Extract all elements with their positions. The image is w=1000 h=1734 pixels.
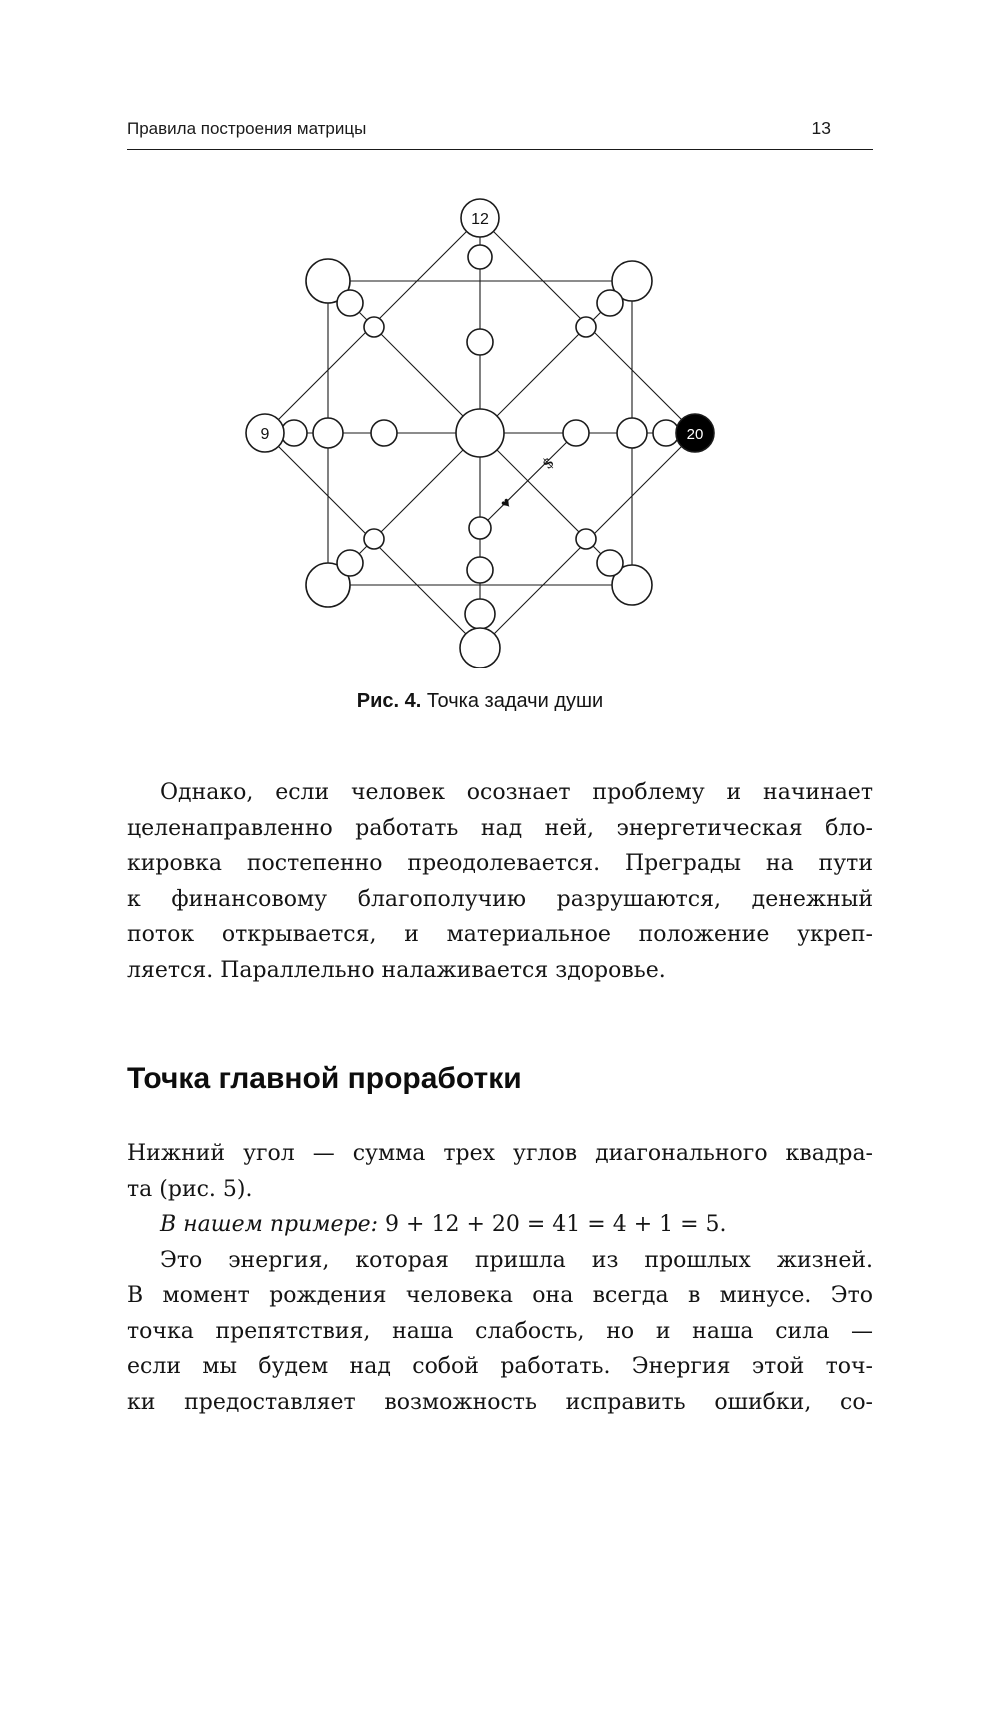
top-point-label: 12 xyxy=(471,211,489,228)
matrix-circle xyxy=(576,317,596,337)
section-heading: Точка главной проработки xyxy=(127,1062,522,1095)
matrix-circle xyxy=(469,517,491,539)
example-formula: 9 + 12 + 20 = 41 = 4 + 1 = 5. xyxy=(378,1212,727,1237)
text-line: целенаправленно работать над ней, энергетическая бло- xyxy=(127,815,873,841)
paragraph-4 xyxy=(127,1243,873,1421)
text-line: та (рис. 5). xyxy=(127,1176,253,1202)
right-point-label: 20 xyxy=(686,426,704,443)
left-point-label: 9 xyxy=(260,426,270,443)
text-line: точка препятствия, наша слабость, но и наша сила — xyxy=(127,1318,873,1344)
matrix-circle xyxy=(313,418,343,448)
text-line: В момент рождения человека она всегда в минусе. Это xyxy=(127,1283,873,1308)
book-page xyxy=(0,118,1000,1420)
matrix-circle xyxy=(371,420,397,446)
figure-caption-number: Рис. 4. xyxy=(356,690,422,712)
matrix-circle xyxy=(467,329,493,355)
matrix-circle xyxy=(465,599,495,629)
paragraph-3 xyxy=(127,1207,873,1243)
page-number: 13 xyxy=(811,118,831,138)
text-line: к финансовому благополучию разрушаются, денежный xyxy=(127,886,873,912)
figure xyxy=(245,198,715,713)
bottom-point-circle xyxy=(460,628,500,668)
figure-caption xyxy=(245,690,715,713)
figure-caption-text: Точка задачи души xyxy=(421,690,604,712)
destiny-matrix-diagram xyxy=(245,198,715,668)
matrix-circle xyxy=(364,529,384,549)
matrix-circle xyxy=(468,245,492,269)
matrix-circle xyxy=(467,557,493,583)
matrix-circle xyxy=(337,290,363,316)
example-lead: В нашем примере: xyxy=(160,1212,379,1237)
heart-icon: ♥ xyxy=(497,494,516,513)
matrix-circle xyxy=(617,418,647,448)
matrix-circle xyxy=(653,420,679,446)
page-header xyxy=(127,118,873,150)
running-title: Правила построения матрицы xyxy=(127,119,367,138)
text-line: поток открывается, и материальное положение укреп- xyxy=(127,922,873,947)
matrix-circle xyxy=(364,317,384,337)
matrix-circle xyxy=(597,290,623,316)
text-line: Нижний угол — сумма трех углов диагонального квадра- xyxy=(127,1141,873,1166)
matrix-circle xyxy=(337,550,363,576)
text-line: кировка постепенно преодолевается. Преграды на пути xyxy=(127,851,873,876)
text-line xyxy=(127,1207,873,1243)
text-line: Это энергия, которая пришла из прошлых жизней. xyxy=(160,1247,873,1273)
text-line: если мы будем над собой работать. Энергия этой точ- xyxy=(127,1354,873,1379)
text-line: ляется. Параллельно налаживается здоровье. xyxy=(127,957,666,983)
center-circle xyxy=(456,409,504,457)
paragraph-2 xyxy=(127,1136,873,1207)
paragraph-1 xyxy=(127,775,873,988)
matrix-circle xyxy=(281,420,307,446)
text-line: Однако, если человек осознает проблему и начинает xyxy=(160,780,873,805)
matrix-circle xyxy=(563,420,589,446)
dollar-icon: $ xyxy=(538,453,558,473)
matrix-circle xyxy=(597,550,623,576)
text-line: ки предоставляет возможность исправить ошибки, со- xyxy=(127,1389,873,1415)
matrix-circle xyxy=(576,529,596,549)
